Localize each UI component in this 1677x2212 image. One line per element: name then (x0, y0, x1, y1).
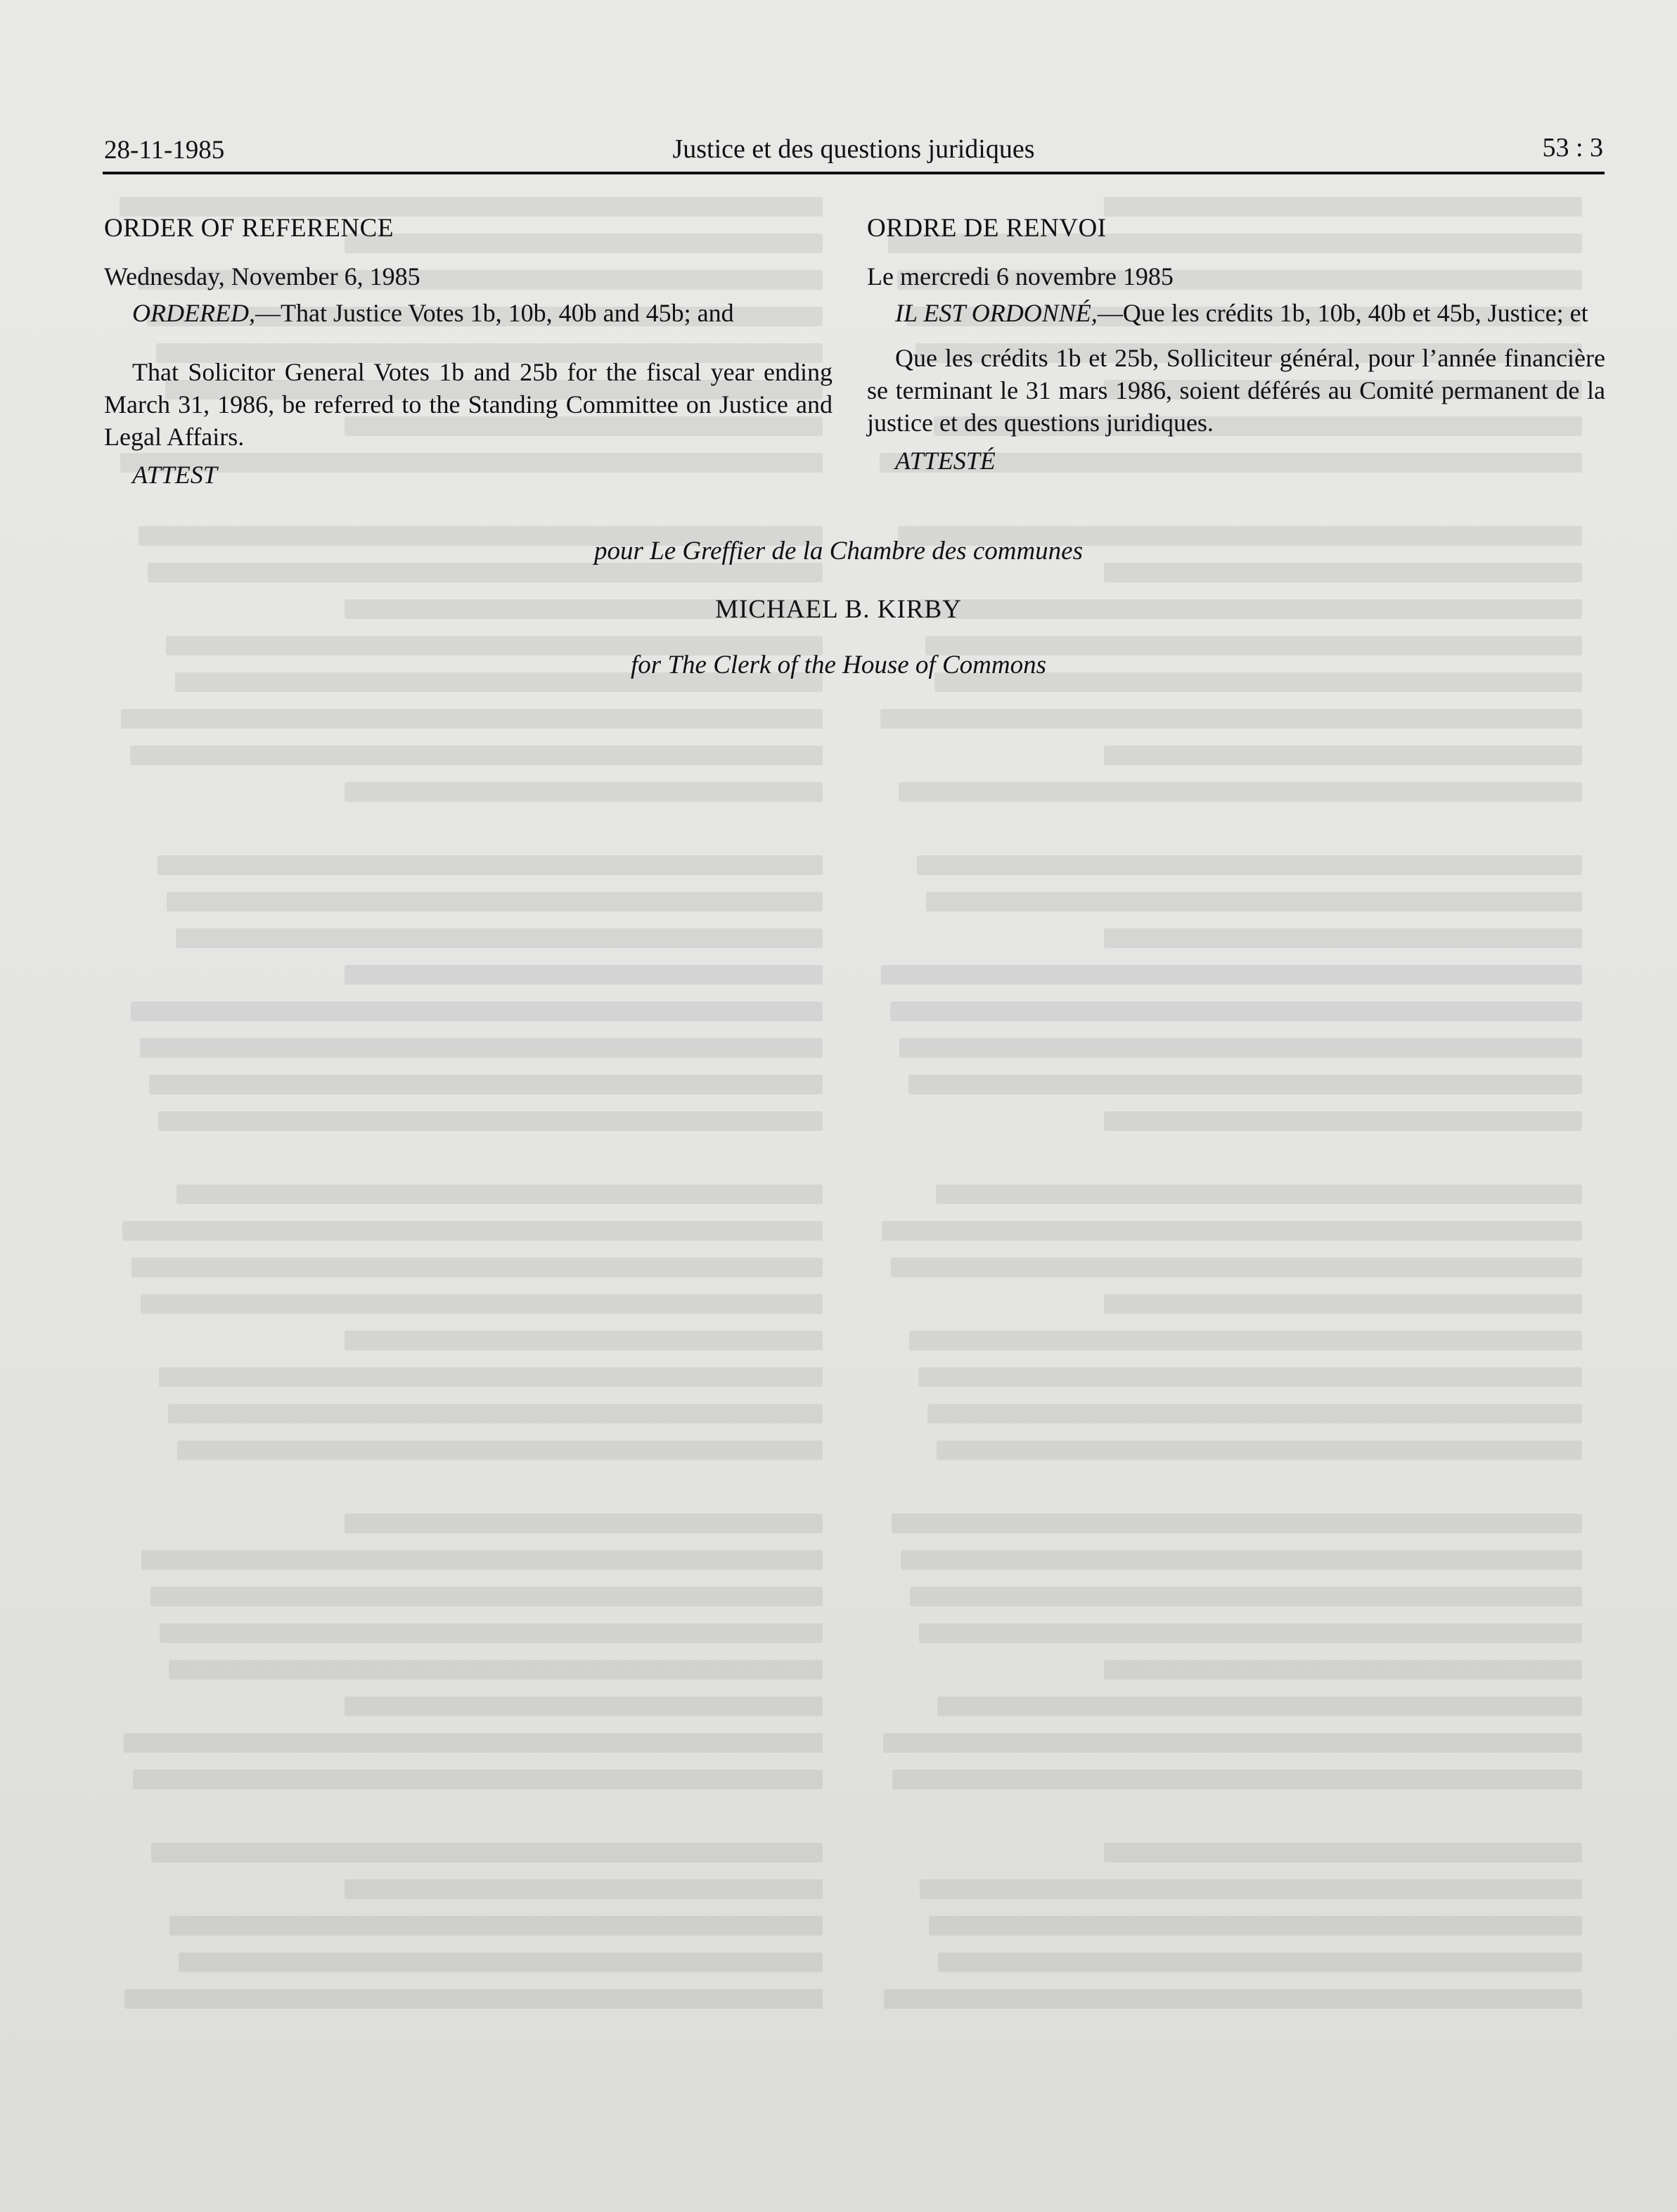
bleed-line (1104, 1111, 1582, 1131)
bleed-line (131, 1258, 823, 1277)
bleed-line (1104, 1843, 1582, 1862)
bleed-line (176, 1184, 823, 1204)
english-column (104, 204, 833, 491)
bleed-line (168, 1404, 823, 1424)
english-ordered-lead: ORDERED, (132, 299, 255, 327)
bleed-line (901, 1550, 1582, 1570)
bleed-line (917, 855, 1582, 875)
bleed-line (345, 1331, 823, 1350)
french-ordered-lead: IL EST ORDONNÉ, (895, 299, 1098, 327)
french-date: Le mercredi 6 novembre 1985 (867, 262, 1174, 290)
bleed-line (176, 928, 823, 948)
bleed-line (926, 892, 1582, 912)
english-ordered-text: —That Justice Votes 1b, 10b, 40b and 45b; and (255, 299, 734, 327)
signature-english-line: for The Clerk of the House of Commons (631, 651, 1046, 679)
bleed-line (130, 746, 823, 765)
bleed-line (179, 1952, 823, 1972)
bleed-line (882, 1221, 1582, 1241)
english-date: Wednesday, November 6, 1985 (104, 262, 420, 290)
page-number: 53 : 3 (1542, 133, 1603, 162)
bleed-line (938, 1952, 1582, 1972)
bleed-line (124, 1989, 823, 2009)
bleed-line (345, 782, 823, 802)
bleed-line (133, 1770, 823, 1789)
bleed-line (345, 1514, 823, 1533)
bleed-line (1104, 1294, 1582, 1314)
bleed-line (141, 1294, 823, 1314)
bleed-line (141, 1550, 823, 1570)
bleed-line (124, 1733, 823, 1753)
header-rule (103, 172, 1605, 174)
bleed-line (167, 892, 823, 912)
bleed-line (929, 1916, 1582, 1936)
bleed-line (169, 1660, 823, 1680)
bleed-line (1104, 928, 1582, 948)
bleed-line (1104, 1660, 1582, 1680)
signature-name: MICHAEL B. KIRBY (715, 595, 962, 624)
bleed-line (121, 709, 823, 729)
bleed-line (158, 855, 823, 875)
bleed-line (150, 1587, 823, 1606)
bleed-line (927, 1404, 1582, 1424)
header-title: Justice et des questions juridiques (672, 134, 1035, 164)
bleed-line (160, 1623, 823, 1643)
header-date: 28-11-1985 (104, 136, 225, 165)
bleed-line (908, 1075, 1582, 1094)
bleed-line (159, 1367, 823, 1387)
bleed-line (122, 1221, 823, 1241)
bleed-line (345, 965, 823, 985)
bleed-line (899, 1038, 1582, 1058)
bleed-line (140, 1038, 823, 1058)
bleed-line (899, 782, 1582, 802)
bleed-line (158, 1111, 823, 1131)
english-referral-paragraph: That Solicitor General Votes 1b and 25b for the fiscal year ending March 31, 1986, be referred to the Standing Committee on Justice and Legal Affairs. (104, 358, 833, 451)
french-ordered-paragraph (867, 297, 1605, 329)
bleed-line (345, 1696, 823, 1716)
bleed-line (131, 1002, 823, 1021)
bleed-line (936, 1184, 1582, 1204)
bleed-line (884, 1989, 1582, 2009)
bleed-line (890, 1002, 1582, 1021)
bleed-line (891, 1258, 1582, 1277)
french-attest: ATTESTÉ (895, 447, 996, 475)
bleed-line (881, 965, 1582, 985)
bleed-line (909, 1331, 1582, 1350)
bleed-line (892, 1514, 1582, 1533)
bleed-line (151, 1843, 823, 1862)
bleed-line (149, 1075, 823, 1094)
bleed-line (910, 1587, 1582, 1606)
bleed-line (345, 1879, 823, 1899)
bleed-line (937, 1440, 1582, 1460)
english-ordered-paragraph (104, 297, 833, 329)
french-referral-paragraph: Que les crédits 1b et 25b, Solliciteur général, pour l’année financière se terminant le 31 mars 1986, soient déférés au Comité permanent de la justice et des questions juridiques. (867, 344, 1605, 437)
bleed-line (892, 1770, 1582, 1789)
french-ordered-text: —Que les crédits 1b, 10b, 40b et 45b, Justice; et (1097, 299, 1588, 327)
bleed-line (177, 1440, 823, 1460)
running-header (104, 131, 1603, 170)
bleed-line (880, 709, 1582, 729)
order-of-reference-heading: ORDER OF REFERENCE (104, 214, 394, 243)
bleed-line (919, 1623, 1582, 1643)
bleed-line (169, 1916, 823, 1936)
bleed-line (918, 1367, 1582, 1387)
bleed-line (920, 1879, 1582, 1899)
english-attest: ATTEST (132, 461, 217, 489)
french-column (867, 204, 1605, 477)
bleed-line (937, 1696, 1582, 1716)
ordre-de-renvoi-heading: ORDRE DE RENVOI (867, 214, 1107, 243)
signature-french-line: pour Le Greffier de la Chambre des communes (593, 537, 1084, 565)
bleed-line (1104, 746, 1582, 765)
bleed-line (883, 1733, 1582, 1753)
